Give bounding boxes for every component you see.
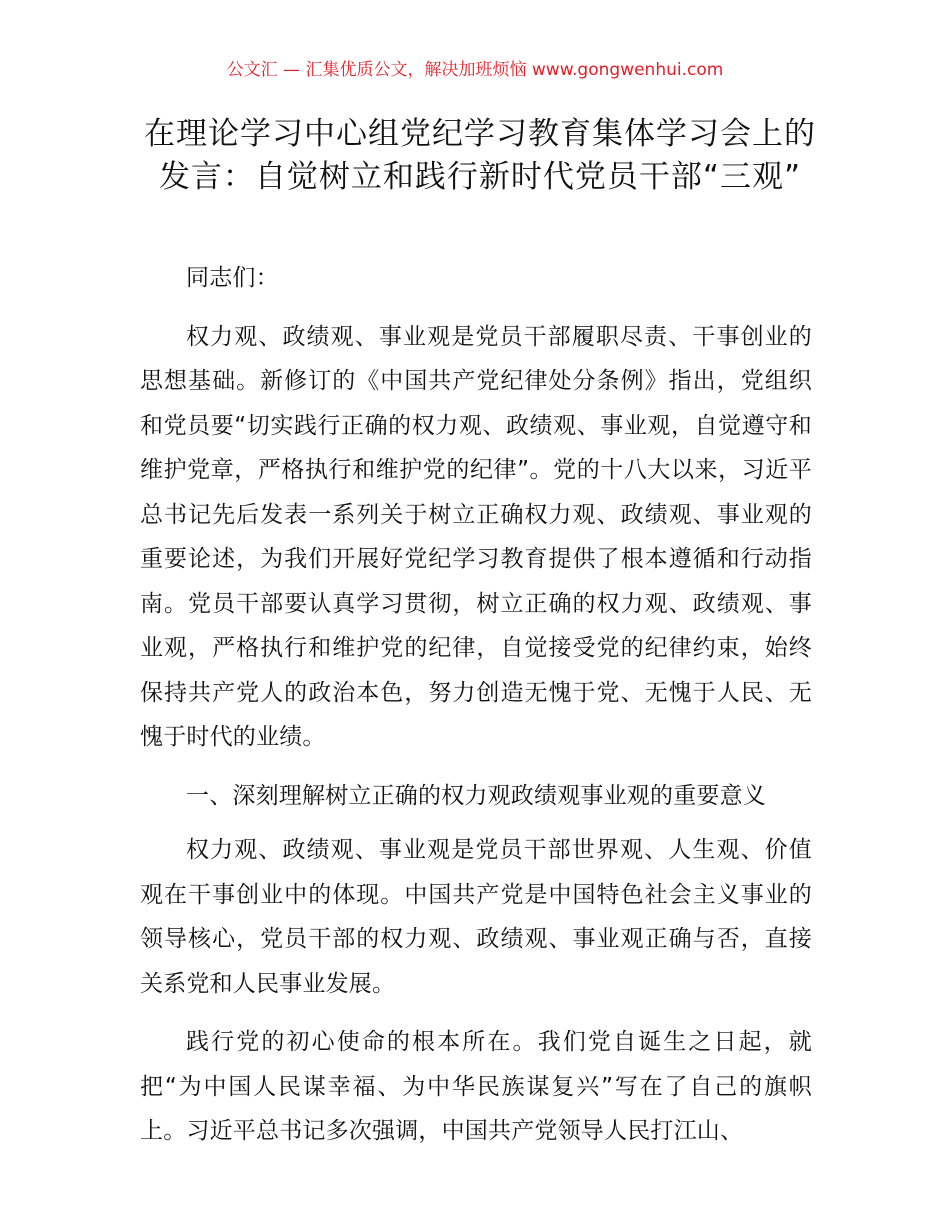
document-body [140, 256, 812, 1168]
document-title: 在理论学习中心组党纪学习教育集体学习会上的发言：自觉树立和践行新时代党员干部“三观” [144, 116, 816, 195]
paragraph-intro: 权力观、政绩观、事业观是党员干部履职尽责、干事创业的思想基础。新修订的《中国共产党纪律处分条例》指出，党组织和党员要“切实践行正确的权力观、政绩观、事业观，自觉遵守和维护党章，严格执行和维护党的纪律”。党的十八大以来，习近平总书记先后发表一系列关于树立正确权力观、政绩观、事业观的重要论述，为我们开展好党纪学习教育提供了根本遵循和行动指南。党员干部要认真学习贯彻，树立正确的权力观、政绩观、事业观，严格执行和维护党的纪律，自觉接受党的纪律约束，始终保持共产党人的政治本色，努力创造无愧于党、无愧于人民、无愧于时代的业绩。 [140, 323, 812, 750]
salutation: 同志们： [186, 265, 279, 291]
section-heading-1: 一、深刻理解树立正确的权力观政绩观事业观的重要意义 [186, 782, 766, 809]
paragraph-section-1: 权力观、政绩观、事业观是党员干部世界观、人生观、价值观在干事创业中的体现。中国共产党是中国特色社会主义事业的领导核心，党员干部的权力观、政绩观、事业观正确与否，直接关系党和人民事业发展。 [140, 837, 812, 997]
paragraph-section-1-continued: 践行党的初心使命的根本所在。我们党自诞生之日起，就把“为中国人民谋幸福、为中华民族谋复兴”写在了自己的旗帜上。习近平总书记多次强调，中国共产党领导人民打江山、 [140, 1029, 812, 1144]
watermark-header: 公文汇 — 汇集优质公文，解决加班烦恼 www.gongwenhui.com [226, 60, 724, 80]
